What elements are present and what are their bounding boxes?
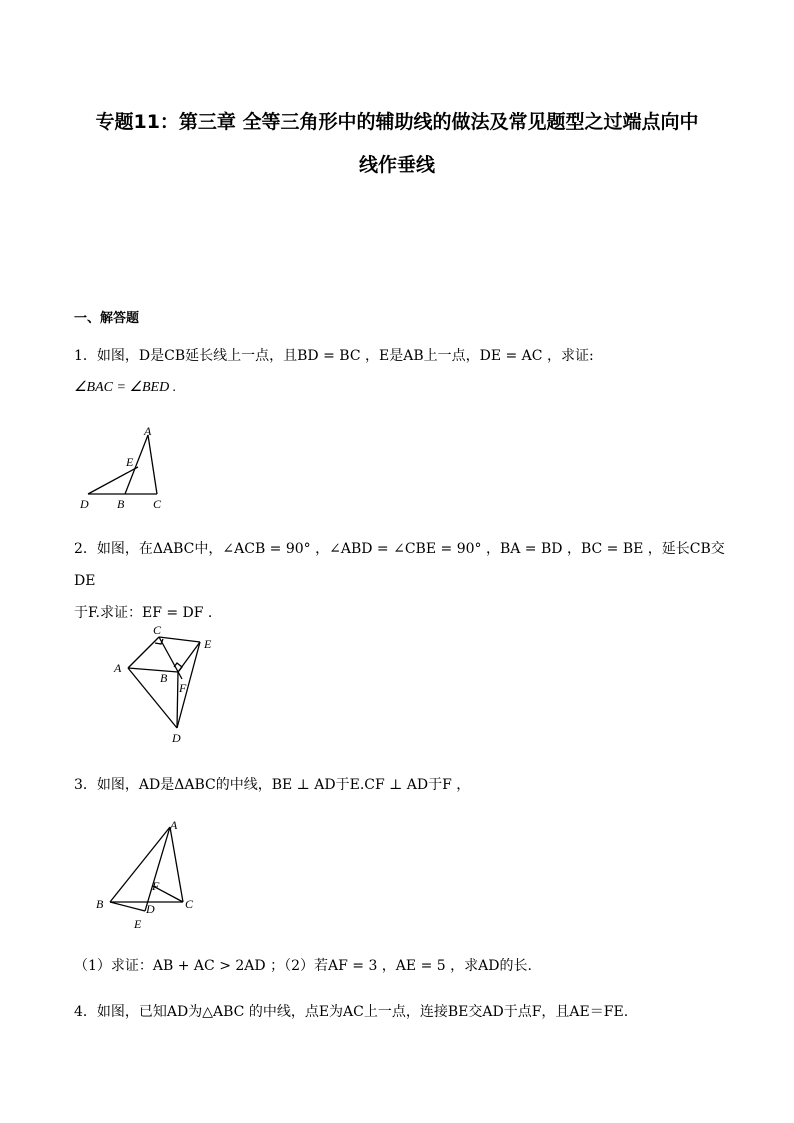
figure-3 xyxy=(90,815,210,935)
label-A: A xyxy=(114,661,122,675)
question-1-line-1: 1．如图，D是CB延长线上一点，且BD = BC ，E是AB上一点，DE = AC ，求证: xyxy=(74,348,594,364)
figure-2 xyxy=(110,620,230,750)
title-line-2: 线作垂线 xyxy=(358,154,435,176)
label-F: F xyxy=(179,681,187,695)
label-D: D xyxy=(172,731,181,745)
label-D: D xyxy=(80,497,89,511)
figure-1 xyxy=(70,420,180,520)
label-E: E xyxy=(126,455,134,469)
segment-AE xyxy=(145,827,170,911)
question-2-line-2: 于F.求证：EF = DF . xyxy=(74,605,213,621)
label-C: C xyxy=(153,623,162,637)
label-B: B xyxy=(96,897,104,911)
segment-AC xyxy=(170,827,183,902)
label-F: F xyxy=(152,879,160,893)
label-A: A xyxy=(170,818,178,832)
segment-AC xyxy=(128,637,159,668)
question-2 xyxy=(74,533,734,629)
segment-BD xyxy=(177,672,178,728)
question-1-line-2: ∠BAC = ∠BED . xyxy=(74,380,177,395)
question-3 xyxy=(74,769,734,801)
label-B: B xyxy=(160,671,168,685)
section-heading: 一、解答题 xyxy=(74,311,140,326)
question-3-subparts: （1）求证：AB + AC > 2AD ；（2）若AF = 3 ，AE = 5 ，求AD的长. xyxy=(74,958,532,974)
segment-AD xyxy=(128,668,177,728)
label-E: E xyxy=(204,637,212,651)
document-title xyxy=(60,101,734,187)
question-2-line-1: 2．如图，在ΔABC中，∠ACB = 90° ，∠ABD = ∠CBE = 90° ，BA = BD ，BC = BE ，延长CB交DE xyxy=(74,541,725,589)
title-line-1: 专题11：第三章 全等三角形中的辅助线的做法及常见题型之过端点向中 xyxy=(95,111,699,133)
label-C: C xyxy=(153,497,162,511)
label-D: D xyxy=(146,902,155,916)
label-C: C xyxy=(185,897,194,911)
label-E: E xyxy=(134,917,142,931)
question-1 xyxy=(74,340,734,404)
segment-CE xyxy=(159,637,200,642)
label-A: A xyxy=(144,424,152,438)
label-B: B xyxy=(117,497,125,511)
segment-CA xyxy=(148,435,157,494)
segment-BE xyxy=(110,902,145,911)
question-4: 4．如图，已知AD为△ABC 的中线，点E为AC上一点，连接BE交AD于点F，且AE＝FE. xyxy=(74,1004,629,1020)
question-3-line-1: 3．如图，AD是ΔABC的中线，BE ⊥ AD于E.CF ⊥ AD于F ， xyxy=(74,777,471,793)
segment-AB xyxy=(128,668,178,672)
